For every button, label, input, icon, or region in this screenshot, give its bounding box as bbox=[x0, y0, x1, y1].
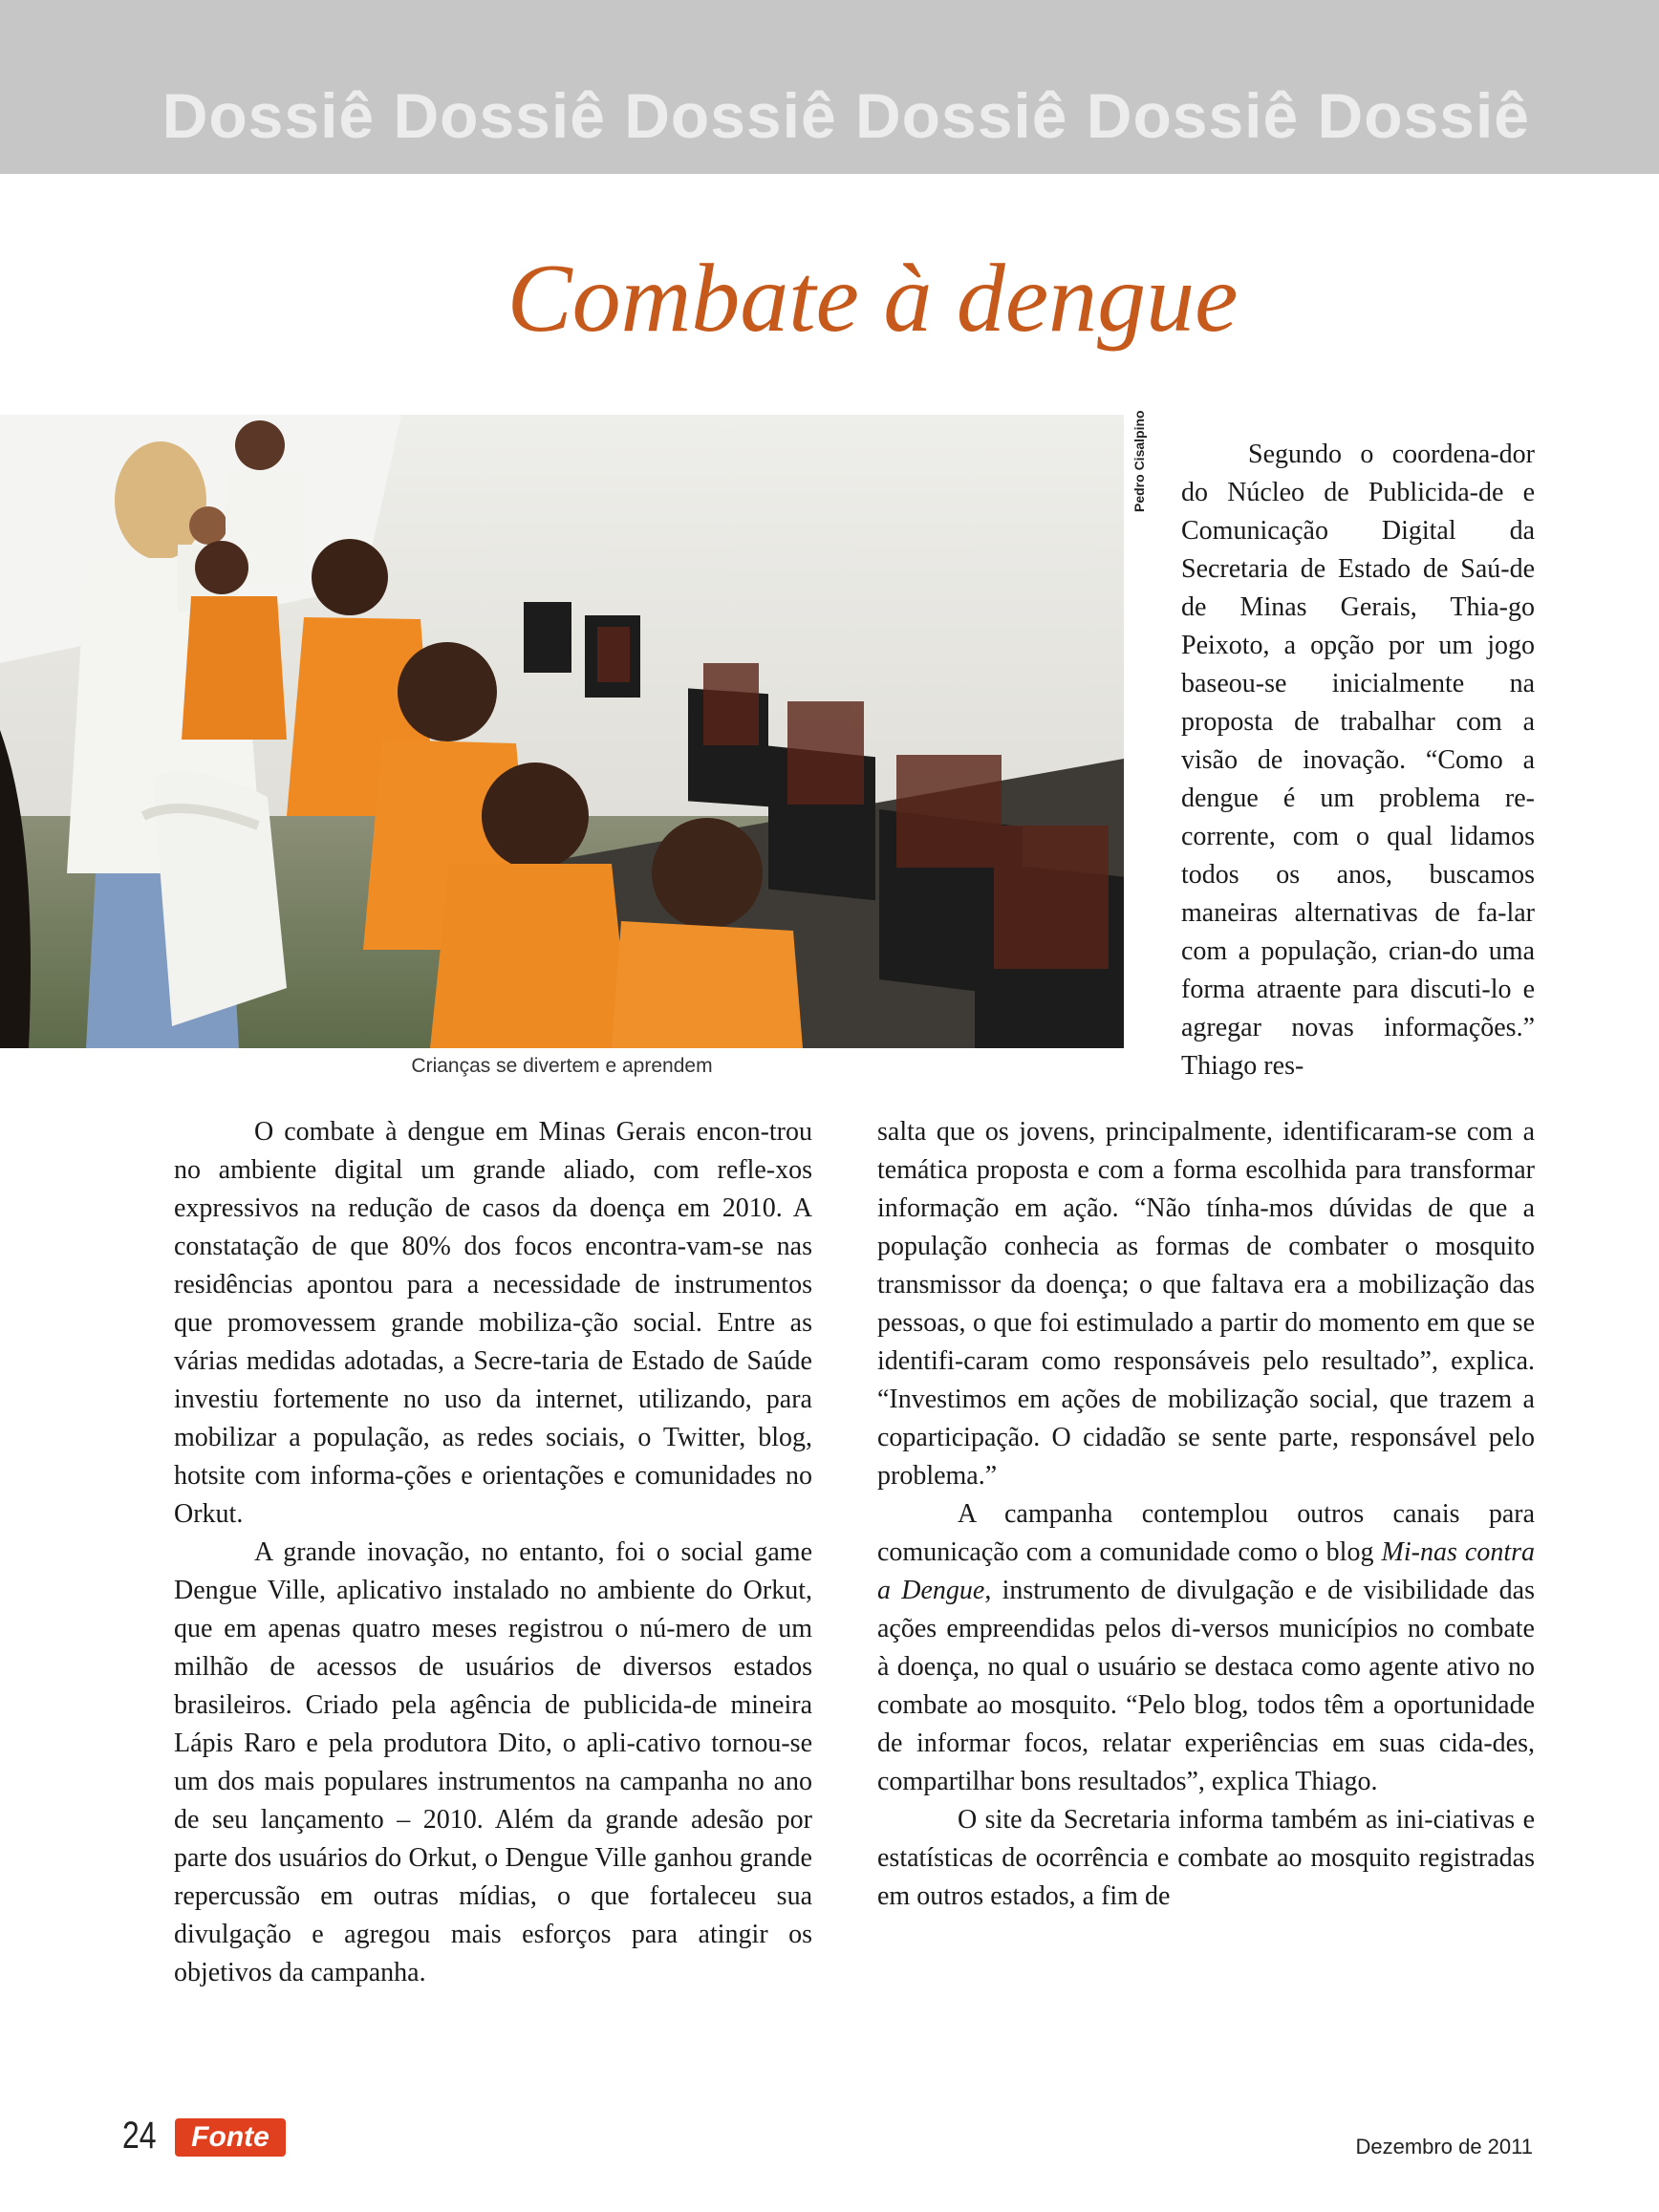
photo-credit bbox=[1126, 410, 1154, 512]
photo-credit-text: Pedro Cisalpino bbox=[1131, 410, 1147, 512]
paragraph-text: , instrumento de divulgação e de visibilidade das ações empreendidas pelos di-versos municípios no combate à doença, no qual o usuário se destaca como agente ativo no combate ao mosquito. “Pelo blog, todos têm a oportunidade de informar focos, relatar experiências em suas cida-des, compartilhar bons resultados”, explica Thiago. bbox=[877, 1576, 1535, 1796]
article-paragraph: Segundo o coordena-dor do Núcleo de Publicida-de e Comunicação Digital da Secretaria de Estado de Saú-de de Minas Gerais, Thia-go Peixoto, a opção por um jogo baseou-se inicialmente na proposta de trabalhar com a visão de inovação. “Como a dengue é um problema re-corrente, com o qual lidamos todos os anos, buscamos maneiras alternativas de fa-lar com a população, crian-do uma forma atraente para discuti-lo e agregar novas informações.” Thiago res- bbox=[1181, 440, 1535, 1081]
column-left bbox=[174, 1113, 812, 1992]
section-banner bbox=[0, 0, 1659, 174]
column-right-top bbox=[1181, 436, 1535, 1085]
article-paragraph: O combate à dengue em Minas Gerais encon-trou no ambiente digital um grande aliado, com refle-xos expressivos na redução de casos da doença em 2010. A constatação de que 80% dos focos encontra-vam-se nas residências apontou para a necessidade de instrumentos que promovessem grande mobiliza-ção social. Entre as várias medidas adotadas, a Secre-taria de Estado de Saúde investiu fortemente no uso da internet, utilizando, para mobilizar a população, as redes sociais, o Twitter, blog, hotsite com informa-ções e orientações e comunidades no Orkut. bbox=[174, 1117, 812, 1529]
photo-caption: Crianças se divertem e aprendem bbox=[411, 1055, 713, 1077]
column-right bbox=[877, 1113, 1535, 1916]
paragraph-text: A campanha contemplou outros canais para comunicação com a comunidade como o blog bbox=[877, 1499, 1535, 1567]
article-paragraph: O site da Secretaria informa também as ini-ciativas e estatísticas de ocorrência e combate ao mosquito registradas em outros estados, a fim de bbox=[877, 1805, 1535, 1911]
blog-name: Mi-nas contra a Dengue bbox=[877, 1537, 1535, 1605]
article-paragraph bbox=[877, 1495, 1535, 1801]
article-paragraph-continued: salta que os jovens, principalmente, identificaram-se com a temática proposta e com a forma escolhida para transformar informação em ação. “Não tínha-mos dúvidas de que a população conhecia as formas de combater o mosquito transmissor da doença; o que faltava era a mobilização das pessoas, o que foi estimulado a partir do momento em que se identifi-caram como responsáveis pelo resultado”, explica. “Investimos em ações de mobilização social, que trazem a coparticipação. O cidadão se sente parte, responsável pelo problema.” bbox=[877, 1117, 1535, 1491]
page-number: 24 bbox=[122, 2115, 157, 2157]
magazine-logo bbox=[175, 2118, 286, 2157]
banner-text: Dossiê Dossiê Dossiê Dossiê Dossiê Dossiê bbox=[162, 80, 1530, 151]
article-paragraph: A grande inovação, no entanto, foi o social game Dengue Ville, aplicativo instalado no ambiente do Orkut, que em apenas quatro meses registrou o nú-mero de um milhão de acessos de usuários de diversos estados brasileiros. Criado pela agência de publicida-de mineira Lápis Raro e pela produtora Dito, o apli-cativo tornou-se um dos mais populares instrumentos na campanha no ano de seu lançamento – 2010. Além da grande adesão por parte dos usuários do Orkut, o Dengue Ville ganhou grande repercussão em outras mídias, o que fortaleceu sua divulgação e agregou mais esforços para atingir os objetivos da campanha. bbox=[174, 1537, 812, 1987]
article-photo bbox=[0, 415, 1124, 1048]
issue-date: Dezembro de 2011 bbox=[1355, 2135, 1533, 2158]
photo-illustration bbox=[0, 415, 1124, 1048]
magazine-logo-text: Fonte bbox=[191, 2121, 269, 2153]
article-title: Combate à dengue bbox=[506, 245, 1239, 353]
